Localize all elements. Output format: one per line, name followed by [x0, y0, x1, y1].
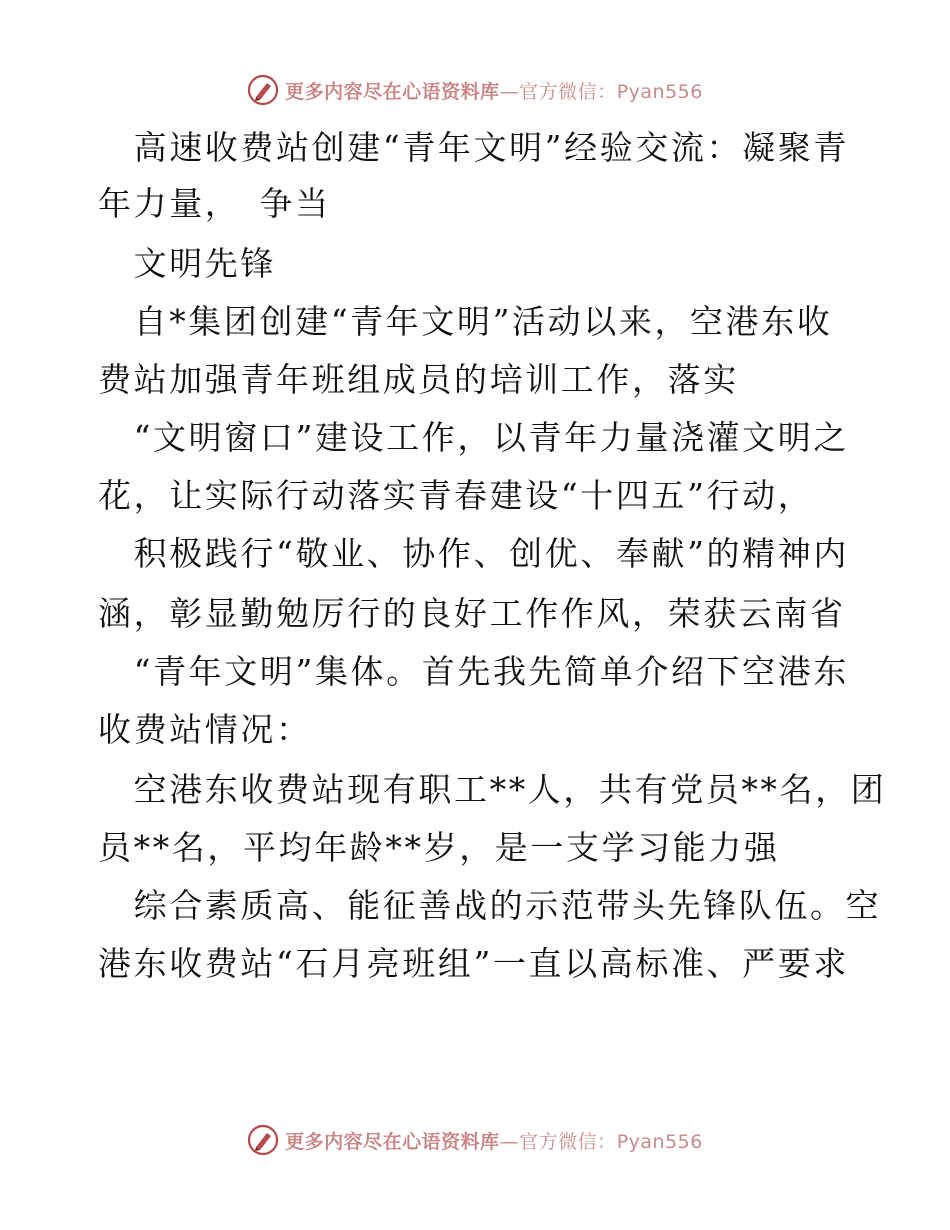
watermark-text [285, 1127, 703, 1154]
text-line: 港东收费站“石月亮班组”一直以高标准、严要求 [98, 944, 849, 983]
text-line: 收费站情况： [98, 710, 312, 749]
pen-logo-icon [247, 1124, 279, 1156]
watermark-label: 官方微信： [519, 1130, 617, 1153]
watermark-separator: — [499, 80, 520, 103]
watermark-label: 官方微信： [519, 80, 617, 103]
watermark-wechat-id: Pyan556 [616, 1130, 703, 1153]
text-line: “青年文明”集体。首先我先简单介绍下空港东 [98, 652, 849, 691]
text-line: 空港东收费站现有职工**人，共有党员**名，团 [98, 770, 887, 809]
watermark-separator: — [499, 1130, 520, 1153]
text-line: 员**名，平均年龄**岁，是一支学习能力强 [98, 828, 780, 867]
text-line: 综合素质高、能征善战的示范带头先锋队伍。空 [98, 886, 882, 925]
text-line: 文明先锋 [98, 244, 276, 283]
text-line: 涵，彰显勤勉厉行的良好工作作风，荣获云南省 [98, 594, 846, 633]
text-line: 年力量， 争当 [98, 184, 331, 223]
watermark-main: 更多内容尽在心语资料库 [285, 1130, 500, 1153]
text-line: “文明窗口”建设工作，以青年力量浇灌文明之 [98, 418, 849, 457]
text-line: 高速收费站创建“青年文明”经验交流：凝聚青 [98, 128, 849, 167]
footer-watermark [0, 1120, 950, 1160]
text-line: 自*集团创建“青年文明”活动以来，空港东收 [98, 302, 833, 341]
text-line: 费站加强青年班组成员的培训工作，落实 [98, 360, 739, 399]
text-line: 积极践行“敬业、协作、创优、奉献”的精神内 [98, 534, 849, 573]
watermark-wechat-id: Pyan556 [616, 80, 703, 103]
text-line: 花，让实际行动落实青春建设“十四五”行动， [98, 476, 814, 515]
watermark-main: 更多内容尽在心语资料库 [285, 80, 500, 103]
